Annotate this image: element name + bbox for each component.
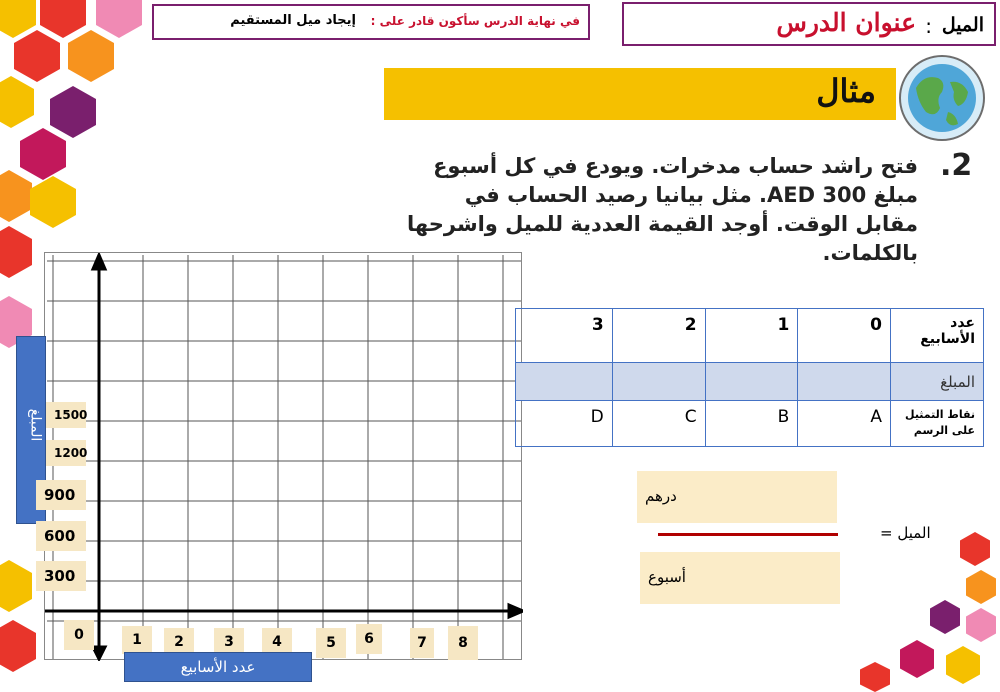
y-tick-label: 1200 (46, 440, 86, 466)
y-tick-label: 1500 (46, 402, 86, 428)
axes (45, 255, 523, 659)
x-tick-label: 3 (214, 628, 244, 656)
x-tick-label: 8 (448, 626, 478, 660)
amount-cell[interactable] (705, 363, 798, 401)
example-heading: مثال (816, 72, 876, 110)
hexagon-decoration (966, 570, 996, 604)
learning-goal-label: في نهاية الدرس سأكون قادر على : (370, 14, 580, 28)
weeks-cell: 2 (612, 309, 705, 363)
hexagon-decoration (30, 176, 76, 228)
table-row (516, 363, 984, 401)
lesson-title-box (622, 2, 996, 46)
lesson-title-label: عنوان الدرس (776, 8, 916, 37)
points-header: نقاط التمثيل على الرسم (891, 401, 984, 447)
grid-svg (45, 253, 523, 661)
hexagon-decoration (68, 30, 114, 82)
weeks-cell: 3 (516, 309, 613, 363)
hexagon-decoration (0, 620, 36, 672)
point-cell: A (798, 401, 891, 447)
x-tick-label: 6 (356, 624, 382, 654)
weeks-cell: 0 (798, 309, 891, 363)
hexagon-decoration (0, 170, 32, 222)
hexagon-decoration (14, 30, 60, 82)
hexagon-decoration (96, 0, 142, 38)
point-cell: B (705, 401, 798, 447)
globe-icon (896, 52, 988, 144)
slope-numerator: درهم (637, 471, 837, 523)
data-table (515, 308, 984, 447)
amount-cell[interactable] (612, 363, 705, 401)
learning-goal-value: إيجاد ميل المستقيم (230, 13, 356, 28)
problem-statement: فتح راشد حساب مدخرات. ويودع في كل أسبوع مبلغ AED 300. مثل بيانيا رصيد الحساب في مقابل الوقت. أوجد القيمة العددية للميل واشرحها بالكلمات. (407, 154, 918, 265)
y-tick-label: 600 (36, 521, 86, 551)
table-row (516, 401, 984, 447)
lesson-title-colon: : (925, 14, 932, 38)
hexagon-decoration (900, 640, 934, 678)
hexagon-decoration (860, 662, 890, 692)
hexagon-decoration (50, 86, 96, 138)
hexagon-decoration (40, 0, 86, 38)
coordinate-grid (44, 252, 522, 660)
hexagon-decoration (0, 0, 36, 38)
y-tick-label: 900 (36, 480, 86, 510)
problem-number: .2 (940, 148, 973, 183)
x-tick-label: 5 (316, 628, 346, 658)
table-row (516, 309, 984, 363)
point-cell: D (516, 401, 613, 447)
x-axis-title: عدد الأسابيع (124, 652, 312, 682)
weeks-header: عدد الأسابيع (891, 309, 984, 363)
hexagon-decoration (946, 646, 980, 684)
lesson-title-value: الميل (941, 14, 984, 36)
amount-header: المبلغ (891, 363, 984, 401)
learning-goal-box (152, 4, 590, 40)
origin-label: 0 (64, 620, 94, 650)
point-cell: C (612, 401, 705, 447)
y-tick-label: 300 (36, 561, 86, 591)
amount-cell[interactable] (516, 363, 613, 401)
x-tick-label: 2 (164, 628, 194, 656)
hexagon-decoration (0, 226, 32, 278)
fraction-bar (658, 533, 838, 536)
hexagon-decoration (966, 608, 996, 642)
example-heading-band (384, 68, 896, 120)
x-tick-label: 1 (122, 626, 152, 654)
amount-cell[interactable] (798, 363, 891, 401)
hexagon-decoration (930, 600, 960, 634)
hexagon-decoration (0, 76, 34, 128)
x-tick-label: 4 (262, 628, 292, 656)
y-axis-title: المبلغ (27, 408, 44, 442)
hexagon-decoration (0, 560, 32, 612)
hexagon-decoration (20, 128, 66, 180)
weeks-cell: 1 (705, 309, 798, 363)
slope-label: الميل = (880, 524, 931, 542)
x-tick-label: 7 (410, 628, 434, 658)
slope-denominator: أسبوع (640, 552, 840, 604)
hexagon-decoration (960, 532, 990, 566)
